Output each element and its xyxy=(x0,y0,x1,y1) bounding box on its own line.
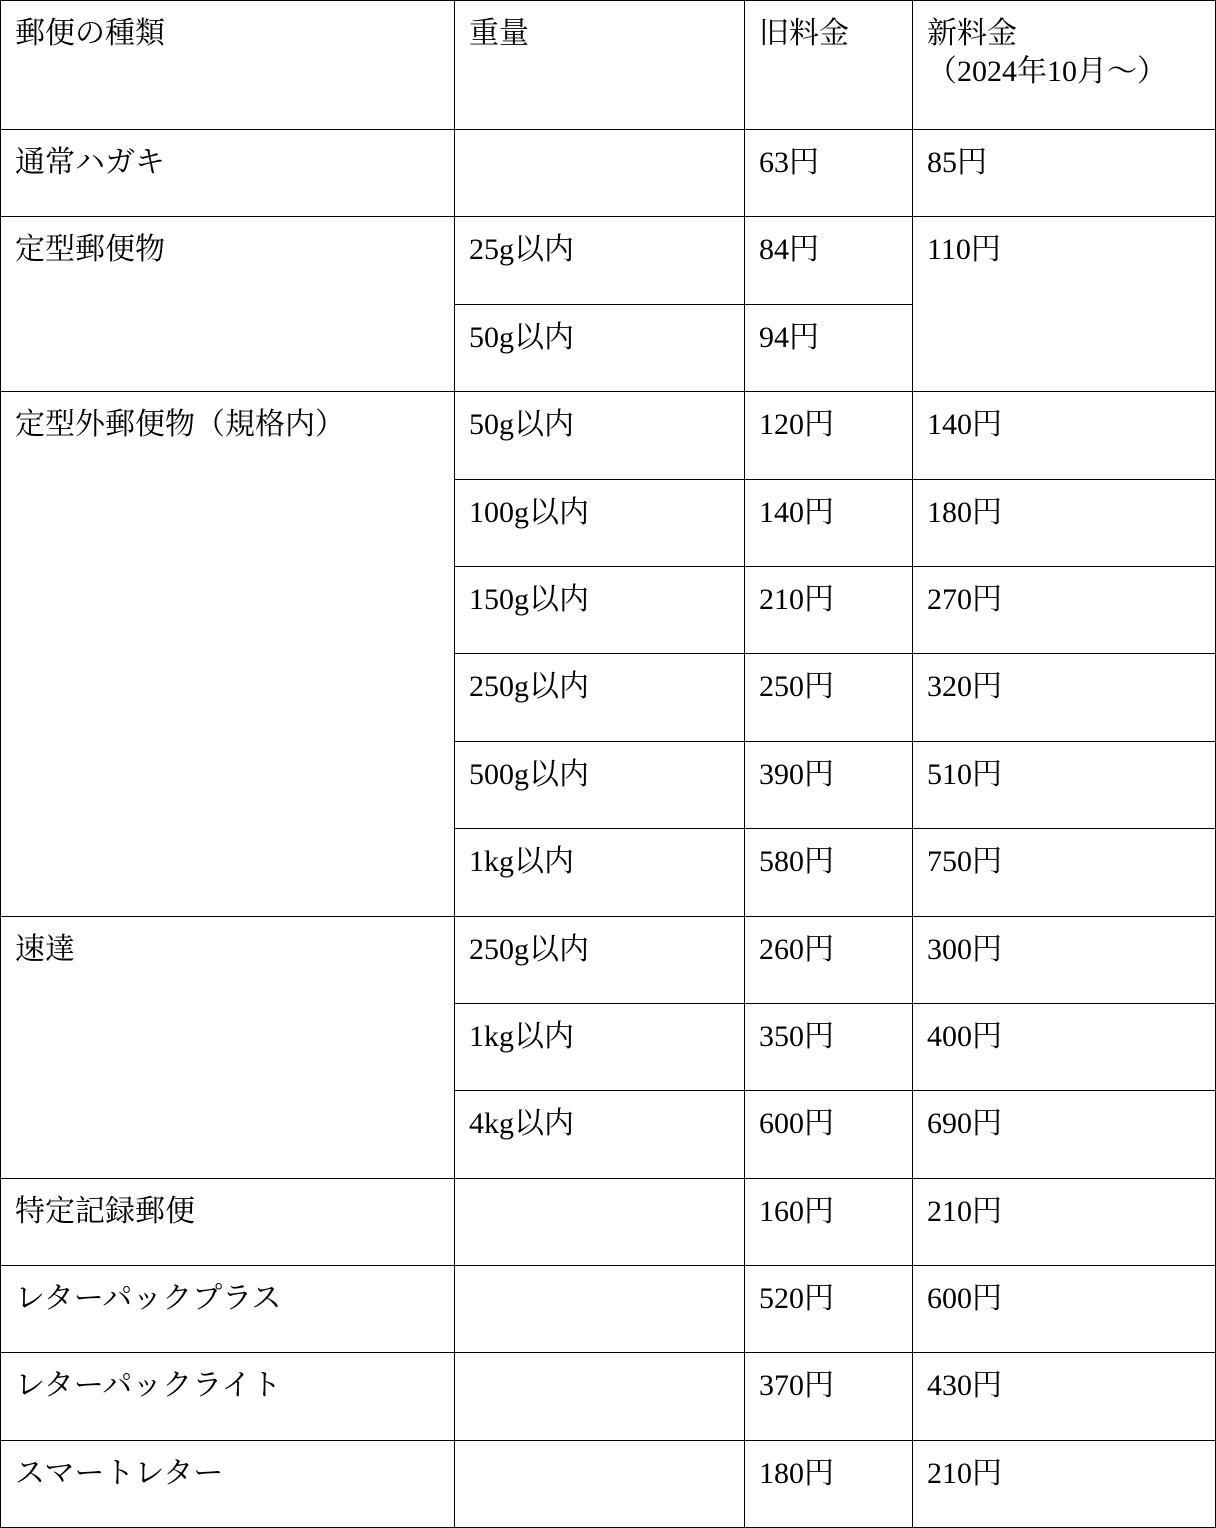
header-new-price-label: 新料金 xyxy=(927,16,1017,51)
cell-mail-type: レターパックライト xyxy=(1,1353,455,1440)
cell-weight: 150g以内 xyxy=(455,566,745,653)
cell-mail-type: 速達 xyxy=(1,916,455,1178)
cell-new-price: 750円 xyxy=(913,829,1216,916)
table-row xyxy=(1,392,1216,479)
header-new-price xyxy=(913,1,1216,130)
table-row xyxy=(1,217,1216,304)
cell-old-price: 350円 xyxy=(745,1003,913,1090)
cell-old-price: 520円 xyxy=(745,1266,913,1353)
cell-mail-type: レターパックプラス xyxy=(1,1266,455,1353)
cell-weight: 1kg以内 xyxy=(455,829,745,916)
cell-new-price: 600円 xyxy=(913,1266,1216,1353)
cell-mail-type: 定型外郵便物（規格内） xyxy=(1,392,455,916)
cell-old-price: 210円 xyxy=(745,566,913,653)
header-new-price-date: （2024年10月〜） xyxy=(927,55,1167,88)
cell-old-price: 600円 xyxy=(745,1091,913,1178)
table-row xyxy=(1,1178,1216,1265)
cell-old-price: 160円 xyxy=(745,1178,913,1265)
cell-new-price: 430円 xyxy=(913,1353,1216,1440)
cell-weight xyxy=(455,1266,745,1353)
header-old-price: 旧料金 xyxy=(745,1,913,130)
cell-new-price: 320円 xyxy=(913,654,1216,741)
cell-weight: 25g以内 xyxy=(455,217,745,304)
cell-weight: 250g以内 xyxy=(455,654,745,741)
cell-old-price: 580円 xyxy=(745,829,913,916)
cell-new-price: 270円 xyxy=(913,566,1216,653)
cell-weight: 500g以内 xyxy=(455,741,745,828)
cell-weight: 50g以内 xyxy=(455,392,745,479)
cell-old-price: 250円 xyxy=(745,654,913,741)
cell-new-price: 210円 xyxy=(913,1440,1216,1527)
cell-old-price: 84円 xyxy=(745,217,913,304)
header-weight: 重量 xyxy=(455,1,745,130)
cell-new-price: 180円 xyxy=(913,479,1216,566)
cell-old-price: 390円 xyxy=(745,741,913,828)
table-header-row xyxy=(1,1,1216,130)
cell-mail-type: 通常ハガキ xyxy=(1,130,455,217)
table-row xyxy=(1,1353,1216,1440)
cell-weight xyxy=(455,1353,745,1440)
cell-weight: 50g以内 xyxy=(455,304,745,391)
cell-weight: 1kg以内 xyxy=(455,1003,745,1090)
cell-old-price: 63円 xyxy=(745,130,913,217)
cell-weight xyxy=(455,1440,745,1527)
cell-weight xyxy=(455,1178,745,1265)
cell-old-price: 140円 xyxy=(745,479,913,566)
cell-weight xyxy=(455,130,745,217)
cell-old-price: 370円 xyxy=(745,1353,913,1440)
cell-old-price: 120円 xyxy=(745,392,913,479)
header-mail-type: 郵便の種類 xyxy=(1,1,455,130)
cell-mail-type: スマートレター xyxy=(1,1440,455,1527)
cell-old-price: 180円 xyxy=(745,1440,913,1527)
cell-new-price: 140円 xyxy=(913,392,1216,479)
cell-new-price: 690円 xyxy=(913,1091,1216,1178)
cell-new-price: 210円 xyxy=(913,1178,1216,1265)
cell-weight: 250g以内 xyxy=(455,916,745,1003)
table-row xyxy=(1,130,1216,217)
cell-weight: 4kg以内 xyxy=(455,1091,745,1178)
cell-old-price: 94円 xyxy=(745,304,913,391)
table-row xyxy=(1,916,1216,1003)
cell-new-price: 510円 xyxy=(913,741,1216,828)
cell-old-price: 260円 xyxy=(745,916,913,1003)
cell-mail-type: 特定記録郵便 xyxy=(1,1178,455,1265)
cell-new-price: 400円 xyxy=(913,1003,1216,1090)
table-row xyxy=(1,1440,1216,1527)
cell-new-price: 110円 xyxy=(913,217,1216,392)
cell-weight: 100g以内 xyxy=(455,479,745,566)
cell-new-price: 300円 xyxy=(913,916,1216,1003)
cell-mail-type: 定型郵便物 xyxy=(1,217,455,392)
table-row xyxy=(1,1266,1216,1353)
cell-new-price: 85円 xyxy=(913,130,1216,217)
